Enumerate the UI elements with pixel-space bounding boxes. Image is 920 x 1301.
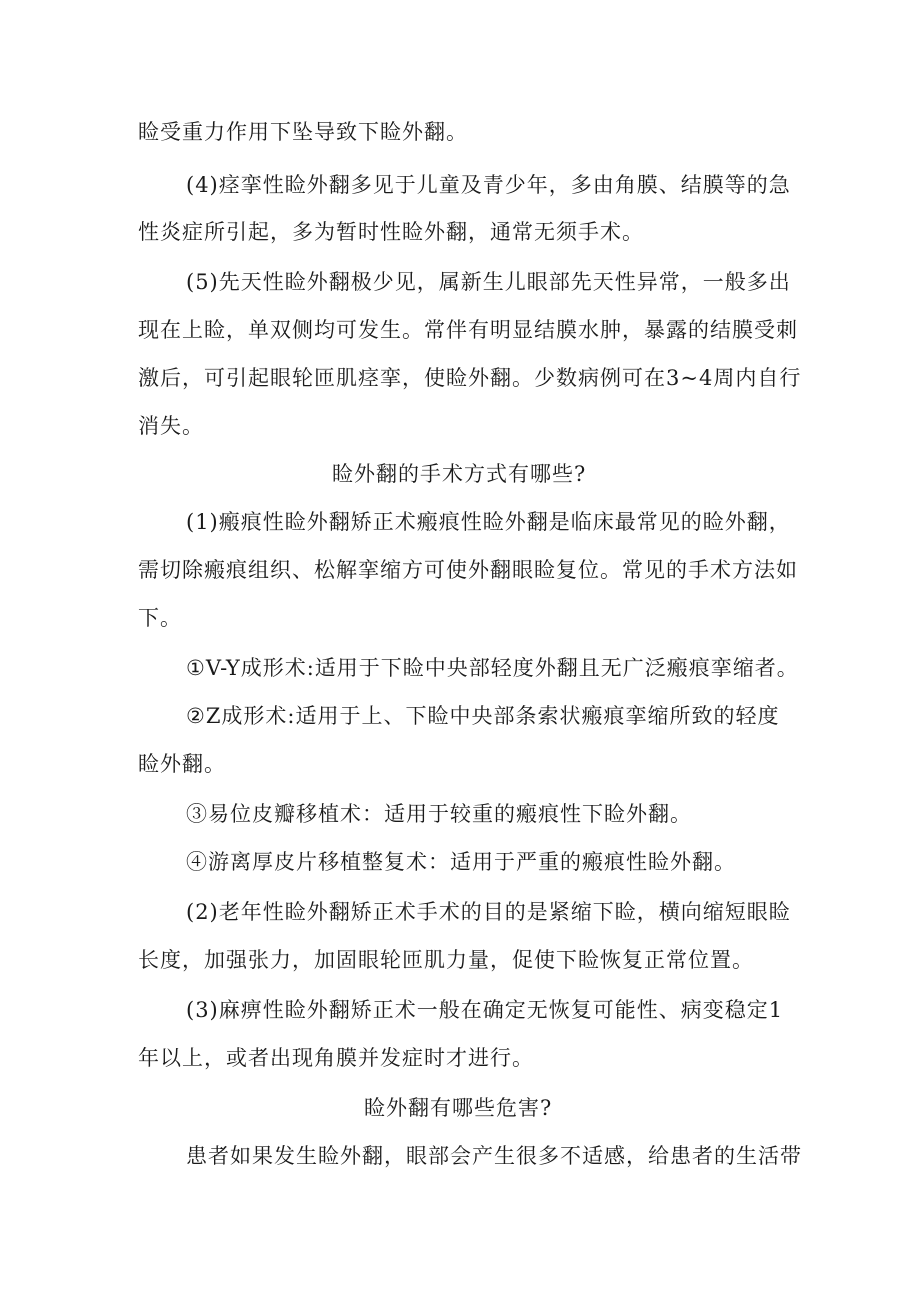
list-item: ①V-Y成形术:适用于下睑中央部轻度外翻且无广泛瘢痕挛缩者。 (186, 656, 799, 680)
paragraph-line: 消失。 (138, 414, 204, 438)
list-item: ④游离厚皮片移植整复术：适用于严重的瘢痕性睑外翻。 (186, 850, 736, 874)
paragraph-line: (1)瘢痕性睑外翻矫正术瘢痕性睑外翻是临床最常见的睑外翻， (186, 510, 791, 534)
paragraph-line: 需切除瘢痕组织、松解挛缩方可使外翻眼睑复位。常见的手术方法如 (138, 558, 798, 582)
section-heading: 睑外翻有哪些危害? (364, 1096, 553, 1120)
paragraph-line: 长度，加强张力，加固眼轮匝肌力量，促使下睑恢复正常位置。 (138, 948, 754, 972)
paragraph-line: (2)老年性睑外翻矫正术手术的目的是紧缩下睑，横向缩短眼睑 (186, 900, 791, 924)
paragraph-line: 现在上睑，单双侧均可发生。常伴有明显结膜水肿，暴露的结膜受刺 (138, 318, 798, 342)
section-heading: 睑外翻的手术方式有哪些? (332, 462, 587, 486)
paragraph-line: 性炎症所引起，多为暂时性睑外翻，通常无须手术。 (138, 220, 644, 244)
paragraph-line: (3)麻痹性睑外翻矫正术一般在确定无恢复可能性、病变稳定1 (186, 998, 784, 1022)
list-item: ③易位皮瓣移植术：适用于较重的瘢痕性下睑外翻。 (186, 802, 692, 826)
paragraph-line: (4)痉挛性睑外翻多见于儿童及青少年，多由角膜、结膜等的急 (186, 173, 791, 197)
paragraph-line: (5)先天性睑外翻极少见，属新生儿眼部先天性异常，一般多出 (186, 270, 791, 294)
list-item-continuation: 睑外翻。 (138, 752, 226, 776)
paragraph-line: 年以上，或者出现角膜并发症时才进行。 (138, 1046, 534, 1070)
list-item: ②Z成形术:适用于上、下睑中央部条索状瘢痕挛缩所致的轻度 (186, 704, 780, 728)
paragraph-line: 睑受重力作用下坠导致下睑外翻。 (138, 120, 468, 144)
paragraph-line: 下。 (138, 606, 182, 630)
paragraph-line: 患者如果发生睑外翻，眼部会产生很多不适感，给患者的生活带 (186, 1144, 802, 1168)
paragraph-line: 激后，可引起眼轮匝肌痉挛，使睑外翻。少数病例可在3~4周内自行 (138, 366, 802, 390)
